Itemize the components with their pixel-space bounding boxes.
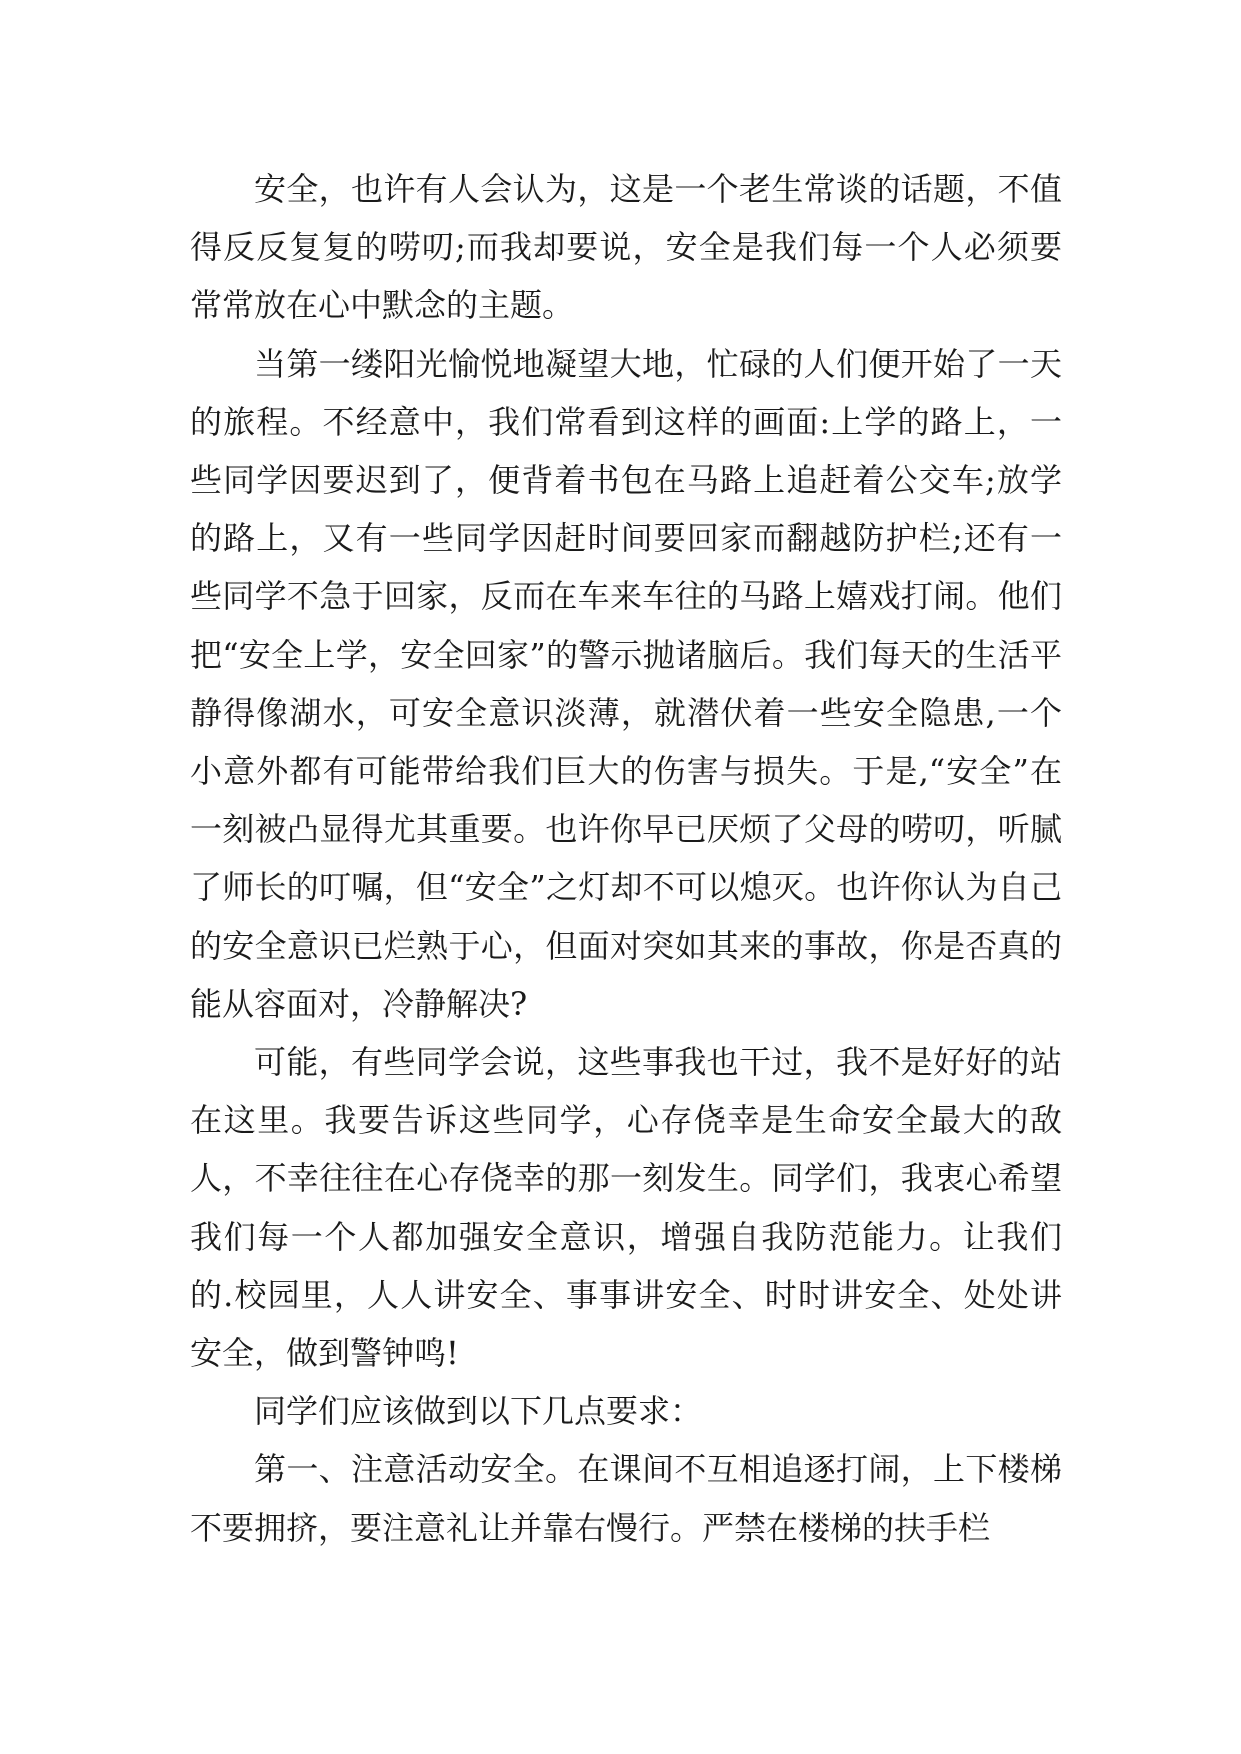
paragraph: 同学们应该做到以下几点要求： <box>254 1392 703 1431</box>
paragraph: 当第一缕阳光愉悦地凝望大地，忙碌的人们便开始了一天的旅程。不经意中，我们常看到这样的画面:上学的路上，一些同学因要迟到了，便背着书包在马路上追赶着公交车;放学的路上，又有一些同学因赶时间要回家而翻越防护栏;还有一些同学不急于回家，反而在车来车往的马路上嬉戏打闹。他们把“安全上学，安全回家”的警示抛诸脑后。我们每天的生活平静得像湖水，可安全意识淡薄，就潜伏着一些安全隐患,一个小意外都有可能带给我们巨大的伤害与损失。于是,“安全”在一刻被凸显得尤其重要。也许你早已厌烦了父母的唠叨，听腻了师长的叮嘱，但“安全”之灯却不可以熄灭。也许你认为自己的安全意识已烂熟于心，但面对突如其来的事故，你是否真的能从容面对，冷静解决? <box>190 344 1062 1023</box>
paragraph: 可能，有些同学会说，这些事我也干过，我不是好好的站在这里。我要告诉这些同学，心存侥幸是生命安全最大的敌人，不幸往往在心存侥幸的那一刻发生。同学们，我衷心希望我们每一个人都加强安全意识，增强自我防范能力。让我们的.校园里，人人讲安全、事事讲安全、时时讲安全、处处讲安全，做到警钟鸣! <box>190 1043 1062 1373</box>
paragraph: 安全，也许有人会认为，这是一个老生常谈的话题，不值得反反复复的唠叨;而我却要说，安全是我们每一个人必须要常常放在心中默念的主题。 <box>190 170 1062 325</box>
document-body <box>190 160 1062 1557</box>
paragraph: 第一、注意活动安全。在课间不互相追逐打闹，上下楼梯不要拥挤，要注意礼让并靠右慢行。严禁在楼梯的扶手栏 <box>190 1450 1062 1547</box>
